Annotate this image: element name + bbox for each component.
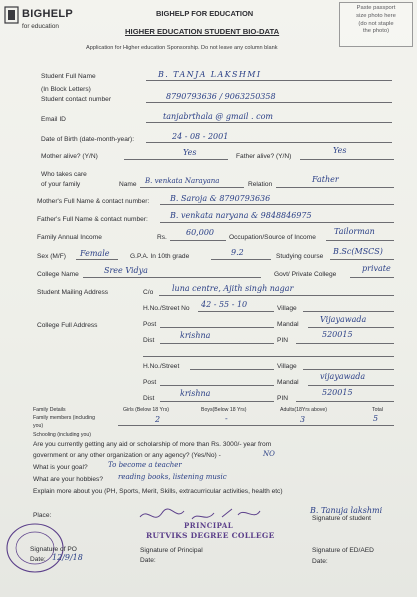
goal-answer: To become a teacher [108,461,182,469]
caretaker-name-value: B. venkata Narayana [145,177,220,185]
dob-label: Date of Birth (date-month-year): [41,136,135,143]
mother-alive-line [124,159,228,160]
photo-box-line: the photo) [362,28,390,35]
explain-question: Explain more about you (PH, Sports, Merit, Skills, extracurricular activities, health etc) [33,488,283,495]
mother-alive-value: Yes [183,148,197,157]
col-pin-line [296,401,394,402]
rs-label: Rs. [157,234,167,241]
photo-box-line: Paste passport [356,5,396,11]
col-dist-value: krishna [180,389,211,398]
sex-label: Sex (M/F) [37,253,66,260]
col-pin-value: 520015 [322,388,353,397]
course-label: Studying course [276,253,324,260]
sex-value: Female [80,249,110,258]
co-line [159,295,394,296]
college-name-line [83,277,261,278]
contact-line [146,102,392,103]
caretaker-label: Who takes care [41,171,87,178]
dob-value: 24 - 08 - 2001 [172,132,229,141]
email-line [146,122,392,123]
family-members-line [118,425,394,426]
org-title: BIGHELP FOR EDUCATION [156,9,254,18]
college-name-label: College Name [37,271,79,278]
relation-line [276,187,394,188]
scholarship-question: Are you currently getting any aid or scholarship of more than Rs. 3000/- year from [33,441,272,448]
govt-private-label: Govt/ Private College [274,271,337,278]
photo-box-line: size photo here [356,12,396,19]
full-name-line [146,80,392,81]
boys-value: - [225,414,228,423]
hobbies-answer: reading books, listening music [118,473,227,481]
father-alive-value: Yes [333,146,347,155]
contact-value: 8790793636 / 9063250358 [166,92,276,101]
income-line [170,240,226,241]
total-value: 5 [373,414,379,423]
col-mandal-value: vijayawada [320,372,366,381]
col-dist-line [160,401,274,402]
sig-ed-label: Signature of ED/AED [312,547,374,554]
mother-label: Mother's Full Name & contact number: [37,198,150,205]
mail-dist-line [160,343,274,344]
govt-private-value: private [362,264,391,273]
email-value: tanjabrthala @ gmail . com [163,112,273,121]
mail-pin-line [296,343,394,344]
mail-mandal-line [308,327,394,328]
photo-box-line: (do not staple [358,20,394,27]
col-hno-line [190,369,274,370]
mother-alive-label: Mother alive? (Y/N) [41,153,98,160]
mail-hno-line [198,311,274,312]
sex-line [76,259,118,260]
relation-value: Father [312,175,339,184]
ed-date-label: Date: [312,558,328,565]
co-label: C/o [143,289,154,296]
girls-value: 2 [155,415,161,424]
mother-value: B. Saroja & 8790793636 [170,194,271,203]
gpa-label: G.P.A. In 10th grade [130,253,190,260]
mail-post-line [160,327,274,328]
father-value: B. venkata naryana & 9848846975 [170,211,312,220]
full-name-value: B. TANJA LAKSHMI [158,70,262,79]
college-address-title: College Full Address [37,322,98,329]
col-hno-label: H.No./Street [143,363,180,370]
caretaker-name-line [140,187,244,188]
col-village-label: Village [277,363,297,370]
family-details-label: Family Details [33,407,66,413]
mail-village-label: Village [277,305,297,312]
dob-line [146,142,392,143]
col-mandal-line [308,385,394,386]
co-value: luna centre, Ajith singh nagar [172,284,294,293]
po-date-label: Date: [30,556,46,563]
college-name-value: Sree Vidya [104,266,148,275]
col-girls-header: Girls (Below 18 Yrs) [123,407,170,413]
family-members-label-2: you) [33,423,44,429]
form-title: HIGHER EDUCATION STUDENT BIO-DATA [125,27,280,36]
brand-name: BIGHELP [22,8,73,20]
govt-private-line [350,277,394,278]
father-alive-label: Father alive? (Y/N) [236,153,292,160]
col-post-label: Post [143,379,157,386]
col-adults-header: Adults(18Yrs above) [280,407,327,413]
scholarship-question-2: government or any other organization or any agency? (Yes/No) - [33,452,221,459]
gpa-line [211,259,271,260]
sig-po-label: Signature of PO [30,546,77,553]
hobbies-question: What are your hobbies? [33,476,104,483]
occupation-line [326,240,394,241]
photo-box [339,2,413,47]
mail-mandal-label: Mandal [277,321,299,328]
college-addr-line-1 [143,356,394,357]
signature-student-label: Signature of student [312,515,372,522]
po-date-value: 12/9/18 [52,553,83,562]
goal-question: What is your goal? [33,464,88,471]
course-line [330,259,394,260]
adults-value: 3 [300,415,306,424]
occupation-label: Occupation/Source of Income [229,234,316,241]
mail-village-line [303,311,394,312]
student-signature: B. Tanuja lakshmi [310,506,383,515]
mailing-address-title: Student Mailing Address [37,289,109,296]
contact-label: Student contact number [41,96,112,103]
block-letters-note: (In Block Letters) [41,86,91,93]
mail-hno-value: 42 - 55 - 10 [201,300,248,309]
mail-hno-label: H.No./Street No [143,305,190,312]
email-label: Email ID [41,116,66,123]
col-dist-label: Dist [143,395,155,402]
sig-principal-label: Signature of Principal [140,547,203,554]
schooling-label: Schooling (including you) [33,432,91,438]
course-value: B.Sc(MSCS) [333,247,383,256]
col-post-line [160,385,274,386]
col-boys-header: Boys(Below 18 Yrs) [201,407,247,413]
father-label: Father's Full Name & contact number: [37,216,148,223]
brand-subtitle: for education [22,23,59,30]
caretaker-label-2: of your family [41,181,81,188]
col-village-line [303,369,394,370]
income-value: 60,000 [186,228,214,237]
father-line [160,222,394,223]
col-total-header: Total [372,407,383,413]
family-members-label: Family members (including [33,415,95,421]
income-label: Family Annual Income [37,234,102,241]
occupation-value: Tailorman [334,227,375,236]
mail-mandal-value: Vijayawada [320,315,367,324]
mail-pin-value: 520015 [322,330,353,339]
relation-label: Relation [248,181,273,188]
place-label: Place: [33,512,52,519]
mail-dist-label: Dist [143,337,155,344]
principal-stamp-title: PRINCIPAL [184,521,234,530]
col-mandal-label: Mandal [277,379,299,386]
full-name-label: Student Full Name [41,73,96,80]
principal-date-label: Date: [140,557,156,564]
father-alive-line [300,159,394,160]
caretaker-name-label: Name [119,181,137,188]
bighelp-logo-icon [4,6,19,24]
mail-post-label: Post [143,321,157,328]
scholarship-answer: NO [263,450,275,458]
form-subtitle: Application for Higher education Sponsorship. Do not leave any column blank [86,45,278,51]
mail-dist-value: krishna [180,331,211,340]
col-pin-label: PIN [277,395,288,402]
principal-stamp-college: RUTVIKS DEGREE COLLEGE [146,531,275,540]
mail-pin-label: PIN [277,337,288,344]
gpa-value: 9.2 [231,248,244,257]
mother-line [160,204,394,205]
